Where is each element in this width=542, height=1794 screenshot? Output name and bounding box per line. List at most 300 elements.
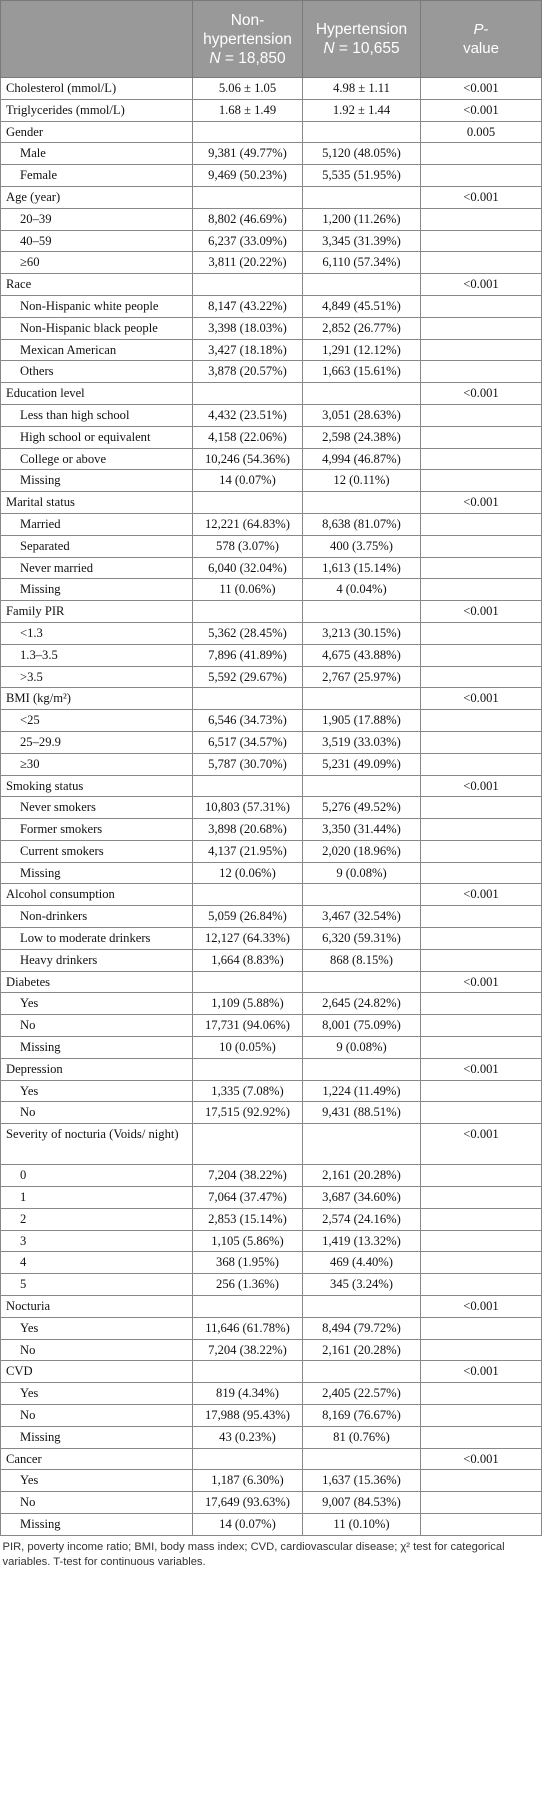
row-label: Separated bbox=[1, 535, 193, 557]
table-row bbox=[1, 579, 542, 601]
row-hypertension-value: 9,431 (88.51%) bbox=[303, 1102, 421, 1124]
row-non-hypertension-value: 10,803 (57.31%) bbox=[193, 797, 303, 819]
row-hypertension-value: 2,852 (26.77%) bbox=[303, 317, 421, 339]
row-hypertension-value: 8,169 (76.67%) bbox=[303, 1405, 421, 1427]
row-label: Former smokers bbox=[1, 819, 193, 841]
row-p-value bbox=[421, 993, 542, 1015]
row-non-hypertension-value: 10 (0.05%) bbox=[193, 1037, 303, 1059]
row-non-hypertension-value bbox=[193, 274, 303, 296]
row-hypertension-value: 4 (0.04%) bbox=[303, 579, 421, 601]
table-row bbox=[1, 339, 542, 361]
row-p-value bbox=[421, 840, 542, 862]
row-hypertension-value: 8,001 (75.09%) bbox=[303, 1015, 421, 1037]
row-label: 25–29.9 bbox=[1, 731, 193, 753]
header-label-cell bbox=[1, 1, 193, 78]
table-row bbox=[1, 1405, 542, 1427]
row-p-value bbox=[421, 1405, 542, 1427]
row-p-value bbox=[421, 1252, 542, 1274]
row-label: 0 bbox=[1, 1165, 193, 1187]
table-row bbox=[1, 731, 542, 753]
row-p-value: <0.001 bbox=[421, 1448, 542, 1470]
row-p-value: <0.001 bbox=[421, 1296, 542, 1318]
row-hypertension-value bbox=[303, 383, 421, 405]
row-hypertension-value bbox=[303, 1124, 421, 1165]
row-p-value bbox=[421, 949, 542, 971]
row-non-hypertension-value: 9,381 (49.77%) bbox=[193, 143, 303, 165]
row-non-hypertension-value bbox=[193, 1058, 303, 1080]
row-non-hypertension-value: 1,335 (7.08%) bbox=[193, 1080, 303, 1102]
row-hypertension-value: 2,598 (24.38%) bbox=[303, 426, 421, 448]
table-row bbox=[1, 666, 542, 688]
table-row bbox=[1, 884, 542, 906]
table-row bbox=[1, 862, 542, 884]
row-non-hypertension-value bbox=[193, 1296, 303, 1318]
row-hypertension-value bbox=[303, 884, 421, 906]
row-hypertension-value: 3,687 (34.60%) bbox=[303, 1187, 421, 1209]
row-hypertension-value: 2,161 (20.28%) bbox=[303, 1165, 421, 1187]
table-row bbox=[1, 165, 542, 187]
row-label: Never smokers bbox=[1, 797, 193, 819]
table-header bbox=[1, 1, 542, 78]
table-row bbox=[1, 1514, 542, 1536]
row-non-hypertension-value: 17,515 (92.92%) bbox=[193, 1102, 303, 1124]
row-p-value bbox=[421, 513, 542, 535]
row-label: Missing bbox=[1, 1426, 193, 1448]
row-label: Triglycerides (mmol/L) bbox=[1, 99, 193, 121]
row-label: Family PIR bbox=[1, 601, 193, 623]
row-p-value bbox=[421, 819, 542, 841]
row-label: BMI (kg/m²) bbox=[1, 688, 193, 710]
row-label: Non-Hispanic black people bbox=[1, 317, 193, 339]
row-non-hypertension-value: 43 (0.23%) bbox=[193, 1426, 303, 1448]
row-label: Male bbox=[1, 143, 193, 165]
row-hypertension-value: 6,320 (59.31%) bbox=[303, 928, 421, 950]
row-label: Cancer bbox=[1, 1448, 193, 1470]
footnote: PIR, poverty income ratio; BMI, body mass index; CVD, cardiovascular disease; χ² test for categorical variables. T-test for continuous variables. bbox=[2, 1540, 505, 1568]
row-p-value bbox=[421, 1514, 542, 1536]
row-hypertension-value: 5,276 (49.52%) bbox=[303, 797, 421, 819]
row-non-hypertension-value: 14 (0.07%) bbox=[193, 470, 303, 492]
row-non-hypertension-value bbox=[193, 1124, 303, 1165]
table-row bbox=[1, 1208, 542, 1230]
row-hypertension-value bbox=[303, 1058, 421, 1080]
row-hypertension-value: 4,994 (46.87%) bbox=[303, 448, 421, 470]
row-non-hypertension-value: 12,127 (64.33%) bbox=[193, 928, 303, 950]
row-p-value bbox=[421, 731, 542, 753]
row-p-value: <0.001 bbox=[421, 775, 542, 797]
row-p-value: <0.001 bbox=[421, 186, 542, 208]
row-non-hypertension-value: 6,546 (34.73%) bbox=[193, 710, 303, 732]
table-row bbox=[1, 274, 542, 296]
row-p-value: <0.001 bbox=[421, 884, 542, 906]
row-label: Race bbox=[1, 274, 193, 296]
table-row bbox=[1, 492, 542, 514]
row-hypertension-value bbox=[303, 971, 421, 993]
row-non-hypertension-value: 368 (1.95%) bbox=[193, 1252, 303, 1274]
row-non-hypertension-value: 1,187 (6.30%) bbox=[193, 1470, 303, 1492]
row-hypertension-value: 1,419 (13.32%) bbox=[303, 1230, 421, 1252]
row-hypertension-value: 5,231 (49.09%) bbox=[303, 753, 421, 775]
table-row bbox=[1, 644, 542, 666]
row-p-value bbox=[421, 404, 542, 426]
table-row bbox=[1, 797, 542, 819]
row-hypertension-value bbox=[303, 1296, 421, 1318]
row-label: Smoking status bbox=[1, 775, 193, 797]
row-label: Nocturia bbox=[1, 1296, 193, 1318]
table-row bbox=[1, 1165, 542, 1187]
row-label: Missing bbox=[1, 1037, 193, 1059]
row-p-value bbox=[421, 1015, 542, 1037]
row-hypertension-value bbox=[303, 775, 421, 797]
table-row bbox=[1, 448, 542, 470]
table-row bbox=[1, 1252, 542, 1274]
row-non-hypertension-value: 17,988 (95.43%) bbox=[193, 1405, 303, 1427]
table-row bbox=[1, 1187, 542, 1209]
row-non-hypertension-value: 256 (1.36%) bbox=[193, 1274, 303, 1296]
header-p-line2: value bbox=[463, 40, 499, 57]
row-p-value: <0.001 bbox=[421, 78, 542, 100]
row-p-value bbox=[421, 579, 542, 601]
row-hypertension-value: 11 (0.10%) bbox=[303, 1514, 421, 1536]
table-row bbox=[1, 1361, 542, 1383]
row-p-value bbox=[421, 862, 542, 884]
row-hypertension-value: 1,224 (11.49%) bbox=[303, 1080, 421, 1102]
table-row bbox=[1, 208, 542, 230]
row-p-value bbox=[421, 753, 542, 775]
row-non-hypertension-value bbox=[193, 601, 303, 623]
row-hypertension-value: 400 (3.75%) bbox=[303, 535, 421, 557]
row-non-hypertension-value: 8,802 (46.69%) bbox=[193, 208, 303, 230]
row-p-value bbox=[421, 317, 542, 339]
table-row bbox=[1, 1448, 542, 1470]
row-hypertension-value bbox=[303, 1448, 421, 1470]
row-hypertension-value bbox=[303, 186, 421, 208]
table-row bbox=[1, 710, 542, 732]
row-p-value bbox=[421, 143, 542, 165]
row-label: Female bbox=[1, 165, 193, 187]
row-hypertension-value: 2,574 (24.16%) bbox=[303, 1208, 421, 1230]
table-row bbox=[1, 622, 542, 644]
row-p-value bbox=[421, 470, 542, 492]
row-p-value bbox=[421, 906, 542, 928]
row-label: 5 bbox=[1, 1274, 193, 1296]
row-p-value bbox=[421, 535, 542, 557]
row-label: No bbox=[1, 1339, 193, 1361]
row-hypertension-value bbox=[303, 274, 421, 296]
table-row bbox=[1, 840, 542, 862]
row-label: 1 bbox=[1, 1187, 193, 1209]
row-label: Alcohol consumption bbox=[1, 884, 193, 906]
row-p-value bbox=[421, 1037, 542, 1059]
row-hypertension-value: 9,007 (84.53%) bbox=[303, 1492, 421, 1514]
row-non-hypertension-value: 6,517 (34.57%) bbox=[193, 731, 303, 753]
row-hypertension-value bbox=[303, 492, 421, 514]
row-label: Cholesterol (mmol/L) bbox=[1, 78, 193, 100]
row-label: No bbox=[1, 1405, 193, 1427]
row-non-hypertension-value: 3,811 (20.22%) bbox=[193, 252, 303, 274]
table-row bbox=[1, 1058, 542, 1080]
row-non-hypertension-value: 7,204 (38.22%) bbox=[193, 1165, 303, 1187]
row-non-hypertension-value: 6,237 (33.09%) bbox=[193, 230, 303, 252]
row-hypertension-value bbox=[303, 601, 421, 623]
row-non-hypertension-value: 11 (0.06%) bbox=[193, 579, 303, 601]
table-row bbox=[1, 1230, 542, 1252]
row-p-value bbox=[421, 1102, 542, 1124]
row-p-value: <0.001 bbox=[421, 601, 542, 623]
row-non-hypertension-value: 4,432 (23.51%) bbox=[193, 404, 303, 426]
row-label: <25 bbox=[1, 710, 193, 732]
row-label: Missing bbox=[1, 470, 193, 492]
table-row bbox=[1, 775, 542, 797]
row-p-value bbox=[421, 1317, 542, 1339]
header-non-n: N = 18,850 bbox=[209, 49, 286, 67]
header-non-hypertension bbox=[193, 1, 303, 78]
row-hypertension-value: 1,613 (15.14%) bbox=[303, 557, 421, 579]
table-row bbox=[1, 1102, 542, 1124]
header-hyp-line1: Hypertension bbox=[315, 21, 408, 38]
table-row bbox=[1, 78, 542, 100]
row-hypertension-value: 81 (0.76%) bbox=[303, 1426, 421, 1448]
row-hypertension-value: 5,535 (51.95%) bbox=[303, 165, 421, 187]
row-p-value bbox=[421, 1165, 542, 1187]
row-hypertension-value: 2,767 (25.97%) bbox=[303, 666, 421, 688]
row-hypertension-value: 4,675 (43.88%) bbox=[303, 644, 421, 666]
row-p-value bbox=[421, 208, 542, 230]
row-p-value bbox=[421, 710, 542, 732]
row-hypertension-value: 2,161 (20.28%) bbox=[303, 1339, 421, 1361]
table-row bbox=[1, 513, 542, 535]
table-row bbox=[1, 1317, 542, 1339]
row-label: Missing bbox=[1, 862, 193, 884]
row-label: Current smokers bbox=[1, 840, 193, 862]
row-non-hypertension-value: 3,427 (18.18%) bbox=[193, 339, 303, 361]
row-hypertension-value: 1,291 (12.12%) bbox=[303, 339, 421, 361]
row-non-hypertension-value bbox=[193, 1448, 303, 1470]
table-row bbox=[1, 993, 542, 1015]
row-p-value bbox=[421, 1274, 542, 1296]
header-hyp-n: N = 10,655 bbox=[323, 40, 400, 57]
table-row bbox=[1, 426, 542, 448]
row-non-hypertension-value: 12,221 (64.83%) bbox=[193, 513, 303, 535]
header-p-line1: P- bbox=[473, 21, 489, 38]
row-label: High school or equivalent bbox=[1, 426, 193, 448]
row-non-hypertension-value bbox=[193, 492, 303, 514]
row-hypertension-value: 8,494 (79.72%) bbox=[303, 1317, 421, 1339]
row-non-hypertension-value: 17,731 (94.06%) bbox=[193, 1015, 303, 1037]
table-row bbox=[1, 1124, 542, 1165]
row-non-hypertension-value: 2,853 (15.14%) bbox=[193, 1208, 303, 1230]
table-row bbox=[1, 688, 542, 710]
table-row bbox=[1, 1080, 542, 1102]
row-non-hypertension-value: 10,246 (54.36%) bbox=[193, 448, 303, 470]
row-hypertension-value: 8,638 (81.07%) bbox=[303, 513, 421, 535]
row-label: 4 bbox=[1, 1252, 193, 1274]
row-hypertension-value: 1,905 (17.88%) bbox=[303, 710, 421, 732]
row-hypertension-value: 9 (0.08%) bbox=[303, 862, 421, 884]
row-p-value bbox=[421, 165, 542, 187]
table-row bbox=[1, 295, 542, 317]
table-footer bbox=[1, 1535, 542, 1570]
row-non-hypertension-value: 9,469 (50.23%) bbox=[193, 165, 303, 187]
row-label: 20–39 bbox=[1, 208, 193, 230]
table-row bbox=[1, 404, 542, 426]
row-label: ≥60 bbox=[1, 252, 193, 274]
row-p-value bbox=[421, 295, 542, 317]
row-hypertension-value: 2,405 (22.57%) bbox=[303, 1383, 421, 1405]
row-non-hypertension-value: 5,362 (28.45%) bbox=[193, 622, 303, 644]
header-non-line2: hypertension bbox=[203, 30, 292, 48]
row-p-value bbox=[421, 1230, 542, 1252]
row-hypertension-value: 3,345 (31.39%) bbox=[303, 230, 421, 252]
table-row bbox=[1, 252, 542, 274]
row-p-value bbox=[421, 230, 542, 252]
row-non-hypertension-value bbox=[193, 688, 303, 710]
row-label: CVD bbox=[1, 1361, 193, 1383]
row-label: 1.3–3.5 bbox=[1, 644, 193, 666]
table-row bbox=[1, 1339, 542, 1361]
row-non-hypertension-value: 8,147 (43.22%) bbox=[193, 295, 303, 317]
row-label: Marital status bbox=[1, 492, 193, 514]
row-non-hypertension-value: 4,137 (21.95%) bbox=[193, 840, 303, 862]
row-hypertension-value: 5,120 (48.05%) bbox=[303, 143, 421, 165]
row-label: Others bbox=[1, 361, 193, 383]
row-p-value: <0.001 bbox=[421, 383, 542, 405]
row-non-hypertension-value: 6,040 (32.04%) bbox=[193, 557, 303, 579]
row-p-value bbox=[421, 1492, 542, 1514]
header-p-value bbox=[421, 1, 542, 78]
row-label: Yes bbox=[1, 1383, 193, 1405]
row-p-value: <0.001 bbox=[421, 1124, 542, 1165]
row-p-value: <0.001 bbox=[421, 99, 542, 121]
row-label: Depression bbox=[1, 1058, 193, 1080]
row-p-value: <0.001 bbox=[421, 971, 542, 993]
row-label: No bbox=[1, 1102, 193, 1124]
row-label: Education level bbox=[1, 383, 193, 405]
row-p-value bbox=[421, 1187, 542, 1209]
row-label: <1.3 bbox=[1, 622, 193, 644]
row-non-hypertension-value: 12 (0.06%) bbox=[193, 862, 303, 884]
row-p-value bbox=[421, 928, 542, 950]
row-label: >3.5 bbox=[1, 666, 193, 688]
row-label: Yes bbox=[1, 1317, 193, 1339]
row-hypertension-value: 1.92 ± 1.44 bbox=[303, 99, 421, 121]
row-non-hypertension-value bbox=[193, 1361, 303, 1383]
row-label: Missing bbox=[1, 1514, 193, 1536]
row-p-value bbox=[421, 1339, 542, 1361]
row-label: Yes bbox=[1, 993, 193, 1015]
row-non-hypertension-value: 1,664 (8.83%) bbox=[193, 949, 303, 971]
table-row bbox=[1, 143, 542, 165]
row-p-value: <0.001 bbox=[421, 688, 542, 710]
row-p-value bbox=[421, 1426, 542, 1448]
header-non-line1: Non- bbox=[230, 11, 265, 29]
row-non-hypertension-value: 5,059 (26.84%) bbox=[193, 906, 303, 928]
table-row bbox=[1, 753, 542, 775]
table-row bbox=[1, 1037, 542, 1059]
table-row bbox=[1, 1470, 542, 1492]
table-row bbox=[1, 99, 542, 121]
row-p-value bbox=[421, 1383, 542, 1405]
row-non-hypertension-value: 1,109 (5.88%) bbox=[193, 993, 303, 1015]
row-p-value bbox=[421, 1080, 542, 1102]
row-label: Low to moderate drinkers bbox=[1, 928, 193, 950]
row-label: Heavy drinkers bbox=[1, 949, 193, 971]
table-row bbox=[1, 971, 542, 993]
row-non-hypertension-value: 17,649 (93.63%) bbox=[193, 1492, 303, 1514]
table-row bbox=[1, 383, 542, 405]
row-p-value bbox=[421, 1470, 542, 1492]
row-hypertension-value: 3,350 (31.44%) bbox=[303, 819, 421, 841]
row-hypertension-value: 4.98 ± 1.11 bbox=[303, 78, 421, 100]
row-label: Missing bbox=[1, 579, 193, 601]
table-row bbox=[1, 1383, 542, 1405]
row-label: No bbox=[1, 1492, 193, 1514]
row-label: College or above bbox=[1, 448, 193, 470]
row-non-hypertension-value bbox=[193, 186, 303, 208]
row-hypertension-value: 9 (0.08%) bbox=[303, 1037, 421, 1059]
row-hypertension-value: 1,637 (15.36%) bbox=[303, 1470, 421, 1492]
table-body bbox=[1, 78, 542, 1536]
row-non-hypertension-value: 11,646 (61.78%) bbox=[193, 1317, 303, 1339]
row-p-value bbox=[421, 666, 542, 688]
table-row bbox=[1, 928, 542, 950]
row-hypertension-value: 3,519 (33.03%) bbox=[303, 731, 421, 753]
row-hypertension-value: 6,110 (57.34%) bbox=[303, 252, 421, 274]
header-hypertension bbox=[303, 1, 421, 78]
table-row bbox=[1, 121, 542, 143]
table-row bbox=[1, 949, 542, 971]
table-row bbox=[1, 819, 542, 841]
row-label: ≥30 bbox=[1, 753, 193, 775]
row-label: Diabetes bbox=[1, 971, 193, 993]
row-non-hypertension-value bbox=[193, 383, 303, 405]
row-p-value: <0.001 bbox=[421, 274, 542, 296]
row-p-value bbox=[421, 1208, 542, 1230]
row-label: Severity of nocturia (Voids/ night) bbox=[1, 1124, 193, 1165]
table-row bbox=[1, 1015, 542, 1037]
row-p-value bbox=[421, 557, 542, 579]
row-p-value bbox=[421, 339, 542, 361]
row-label: 2 bbox=[1, 1208, 193, 1230]
table-row bbox=[1, 1426, 542, 1448]
row-hypertension-value: 1,200 (11.26%) bbox=[303, 208, 421, 230]
row-hypertension-value: 4,849 (45.51%) bbox=[303, 295, 421, 317]
row-hypertension-value bbox=[303, 1361, 421, 1383]
row-hypertension-value: 3,467 (32.54%) bbox=[303, 906, 421, 928]
row-non-hypertension-value: 14 (0.07%) bbox=[193, 1514, 303, 1536]
row-hypertension-value: 3,213 (30.15%) bbox=[303, 622, 421, 644]
row-p-value bbox=[421, 361, 542, 383]
row-non-hypertension-value bbox=[193, 121, 303, 143]
table-row bbox=[1, 535, 542, 557]
row-non-hypertension-value: 1.68 ± 1.49 bbox=[193, 99, 303, 121]
row-non-hypertension-value: 3,878 (20.57%) bbox=[193, 361, 303, 383]
row-non-hypertension-value: 4,158 (22.06%) bbox=[193, 426, 303, 448]
row-hypertension-value bbox=[303, 121, 421, 143]
row-non-hypertension-value: 7,896 (41.89%) bbox=[193, 644, 303, 666]
table-row bbox=[1, 1296, 542, 1318]
row-p-value bbox=[421, 797, 542, 819]
row-non-hypertension-value: 3,398 (18.03%) bbox=[193, 317, 303, 339]
row-hypertension-value: 868 (8.15%) bbox=[303, 949, 421, 971]
row-label: 3 bbox=[1, 1230, 193, 1252]
table-row bbox=[1, 230, 542, 252]
table-row bbox=[1, 906, 542, 928]
row-hypertension-value: 469 (4.40%) bbox=[303, 1252, 421, 1274]
row-label: Non-Hispanic white people bbox=[1, 295, 193, 317]
row-p-value bbox=[421, 622, 542, 644]
row-label: Gender bbox=[1, 121, 193, 143]
